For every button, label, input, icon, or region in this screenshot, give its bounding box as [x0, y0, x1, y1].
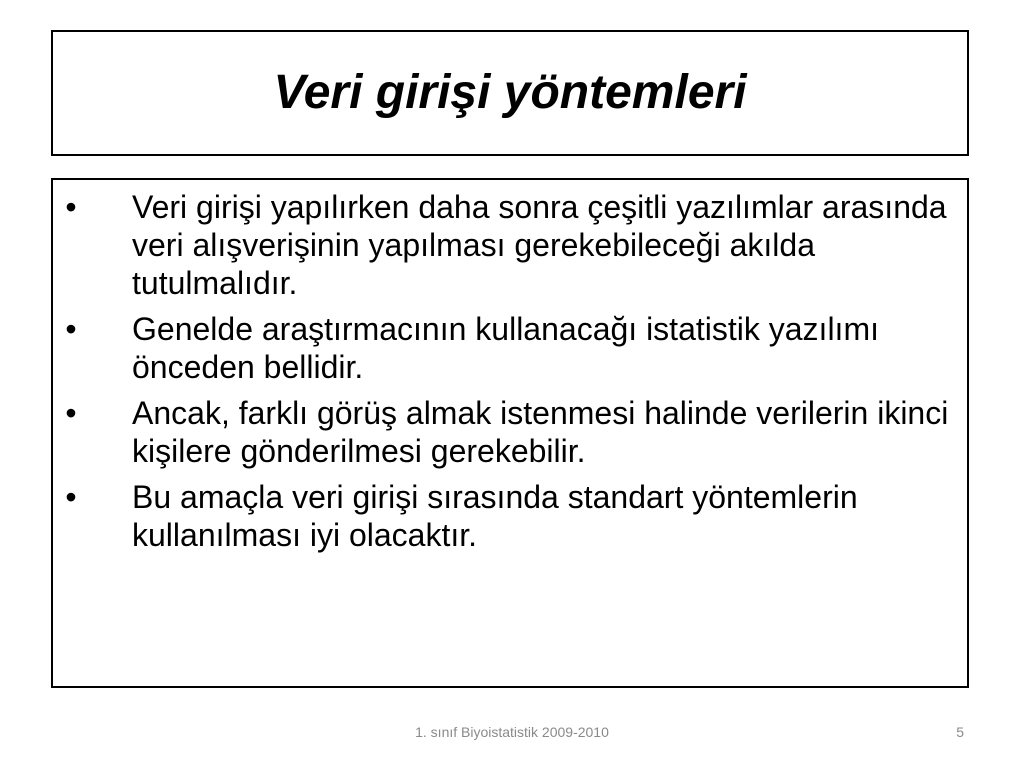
bullet-icon: • — [65, 479, 77, 515]
slide-title: Veri girişi yöntemleri — [273, 66, 747, 119]
page-number: 5 — [956, 724, 964, 740]
bullet-item — [53, 478, 967, 554]
bullet-list — [53, 188, 967, 562]
bullet-text: Bu amaçla veri girişi sırasında standart yöntemlerin kullanılması iyi olacaktır. — [132, 479, 858, 553]
bullet-text: Veri girişi yapılırken daha sonra çeşitli yazılımlar arasında veri alışverişinin yapılması gerekebileceği akılda tutulmalıdır. — [132, 189, 947, 301]
bullet-item — [53, 394, 967, 470]
title-box — [51, 30, 969, 156]
bullet-icon: • — [65, 395, 77, 431]
bullet-icon: • — [65, 311, 77, 347]
bullet-item — [53, 310, 967, 386]
bullet-text: Genelde araştırmacının kullanacağı istatistik yazılımı önceden bellidir. — [132, 311, 879, 385]
bullet-item — [53, 188, 967, 302]
bullet-icon: • — [65, 189, 77, 225]
slide-footer: 1. sınıf Biyoistatistik 2009-2010 — [415, 724, 609, 740]
content-box — [51, 178, 969, 688]
bullet-text: Ancak, farklı görüş almak istenmesi halinde verilerin ikinci kişilere gönderilmesi gerekebilir. — [132, 395, 949, 469]
